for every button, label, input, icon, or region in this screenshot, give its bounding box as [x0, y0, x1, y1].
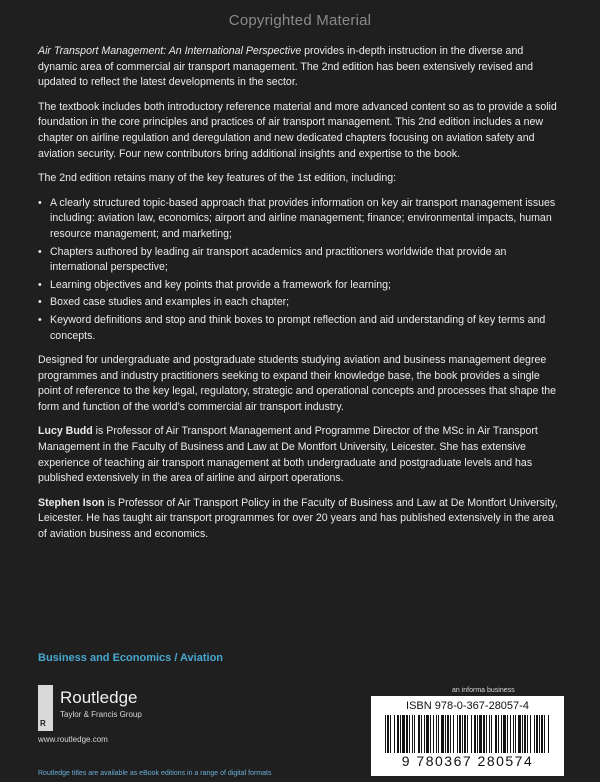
barcode-bar	[445, 715, 446, 753]
author-name: Lucy Budd	[38, 425, 93, 438]
barcode-bar	[479, 715, 482, 753]
barcode-bar	[387, 715, 389, 753]
barcode-bar	[406, 715, 408, 753]
barcode-bar	[397, 715, 399, 753]
barcode-bar	[498, 715, 499, 753]
barcode-bar	[539, 715, 540, 753]
barcode-bar	[477, 715, 478, 753]
ebook-note: Routledge titles are available as eBook editions in a range of digital formats	[38, 770, 272, 777]
routledge-mark-icon	[38, 685, 53, 731]
barcode-bar	[426, 715, 429, 753]
intro-text: provides in-depth instruction in the diverse and dynamic area of commercial air transport management. The 2nd edition has been extensively revised and updated to reflect the latest developments in the sector.	[38, 45, 534, 89]
barcode-bar	[522, 715, 523, 753]
barcode-bar	[409, 715, 410, 753]
barcode-bar	[433, 715, 434, 753]
barcode-bar	[530, 715, 531, 753]
barcode-bar	[527, 715, 528, 753]
isbn-number: 9 780367 280574	[401, 753, 534, 769]
intro-paragraph	[38, 44, 563, 91]
audience-paragraph: Designed for undergraduate and postgraduate students studying aviation and business management degree programmes and industry practitioners seeking to expand their knowledge base, the book provides a single point of reference to the key legal, regulatory, strategic and operational concepts and processes that shape the form and function of the world’s commercial air transport industry.	[38, 354, 557, 413]
barcode-bar	[467, 715, 468, 753]
features-intro: The 2nd edition retains many of the key features of the 1st edition, including:	[38, 172, 397, 185]
book-title: Air Transport Management: An International Perspective	[38, 45, 302, 57]
barcode-bar	[418, 715, 420, 753]
isbn-barcode	[371, 696, 564, 776]
list-item: • A clearly structured topic-based approach that provides information on key air transport management issues including: aviation law, economics; airport and airline management; finance; environmental impacts, human resource management; and marketing;	[38, 196, 563, 243]
barcode-icon	[383, 715, 553, 753]
barcode-bar	[462, 715, 463, 753]
publisher-logo	[38, 685, 238, 745]
barcode-bar	[474, 715, 476, 753]
author-name: Stephen Ison	[38, 496, 105, 509]
list-item: • Learning objectives and key points that provide a framework for learning;	[38, 278, 563, 294]
barcode-bar	[548, 715, 549, 753]
barcode-bar	[536, 715, 538, 753]
author-bio-ison	[38, 496, 563, 543]
barcode-bar	[489, 715, 490, 753]
barcode-bar	[457, 715, 458, 753]
barcode-bar	[424, 715, 425, 753]
publisher-url: www.routledge.com	[38, 735, 108, 744]
author-bio-text: is Professor of Air Transport Management and Programme Director of the MSc in Air Transport Management in the Faculty of Business and Law at De Montfort University, Leicester. She has extensive experience of teaching air transport management at both undergraduate and postgraduate levels and has published extensively in the area of airline and airport operations.	[38, 425, 538, 485]
isbn-label: ISBN 978-0-367-28057-4	[406, 700, 529, 712]
barcode-bar	[518, 715, 521, 753]
barcode-bar	[544, 715, 545, 753]
barcode-bar	[501, 715, 502, 753]
barcode-bar	[412, 715, 413, 753]
barcode-bar	[464, 715, 466, 753]
barcode-bar	[436, 715, 437, 753]
author-bio-text: is Professor of Air Transport Policy in the Faculty of Business and Law at De Montfort University, Leicester. He has taught air transport programmes for over 20 years and has published extensively in the area of aviation business and economics.	[38, 496, 558, 541]
barcode-bar	[385, 715, 386, 753]
barcode-bar	[486, 715, 487, 753]
subject-category: Business and Economics / Aviation	[38, 652, 224, 664]
barcode-bar	[441, 715, 444, 753]
author-bio-budd	[38, 424, 563, 486]
logo-mark-letter: R	[40, 719, 46, 728]
barcode-bar	[510, 715, 511, 753]
barcode-bar	[438, 715, 439, 753]
barcode-bar	[394, 715, 395, 753]
back-cover-text	[38, 44, 563, 552]
barcode-bar	[491, 715, 492, 753]
barcode-bar	[507, 715, 508, 753]
description-paragraph: The textbook includes both introductory reference material and more advanced content so as to provide a solid foundation in the core principles and practices of air transport management. This 2nd edition includes a new chapter on airline regulation and deregulation and new dedicated chapters focusing on aviation safety and aviation security. Four new contributors bring additional insights and expertise to the book.	[38, 100, 557, 160]
barcode-bar	[541, 715, 543, 753]
barcode-bar	[430, 715, 431, 753]
barcode-bar	[513, 715, 514, 753]
watermark: Copyrighted Material	[228, 12, 372, 29]
barcode-bar	[459, 715, 461, 753]
feature-list	[38, 196, 563, 344]
barcode-bar	[450, 715, 451, 753]
barcode-bar	[421, 715, 422, 753]
publisher-group: Taylor & Francis Group	[60, 710, 142, 719]
barcode-bar	[515, 715, 516, 753]
barcode-bar	[453, 715, 454, 753]
barcode-bar	[524, 715, 526, 753]
list-item: • Boxed case studies and examples in each chapter;	[38, 295, 563, 311]
barcode-bar	[471, 715, 472, 753]
barcode-bar	[495, 715, 497, 753]
barcode-bar	[414, 715, 415, 753]
barcode-bar	[483, 715, 485, 753]
list-item: • Chapters authored by leading air transport academics and practitioners worldwide that provide an international perspective;	[38, 245, 563, 276]
barcode-bar	[534, 715, 535, 753]
barcode-bar	[402, 715, 405, 753]
barcode-bar	[400, 715, 401, 753]
informa-note: an informa business	[452, 687, 515, 694]
barcode-bar	[390, 715, 391, 753]
barcode-bar	[503, 715, 506, 753]
barcode-bar	[447, 715, 449, 753]
list-item: • Keyword definitions and stop and think boxes to prompt reflection and aid understanding of key terms and concepts.	[38, 313, 563, 344]
publisher-name: Routledge	[60, 688, 138, 707]
